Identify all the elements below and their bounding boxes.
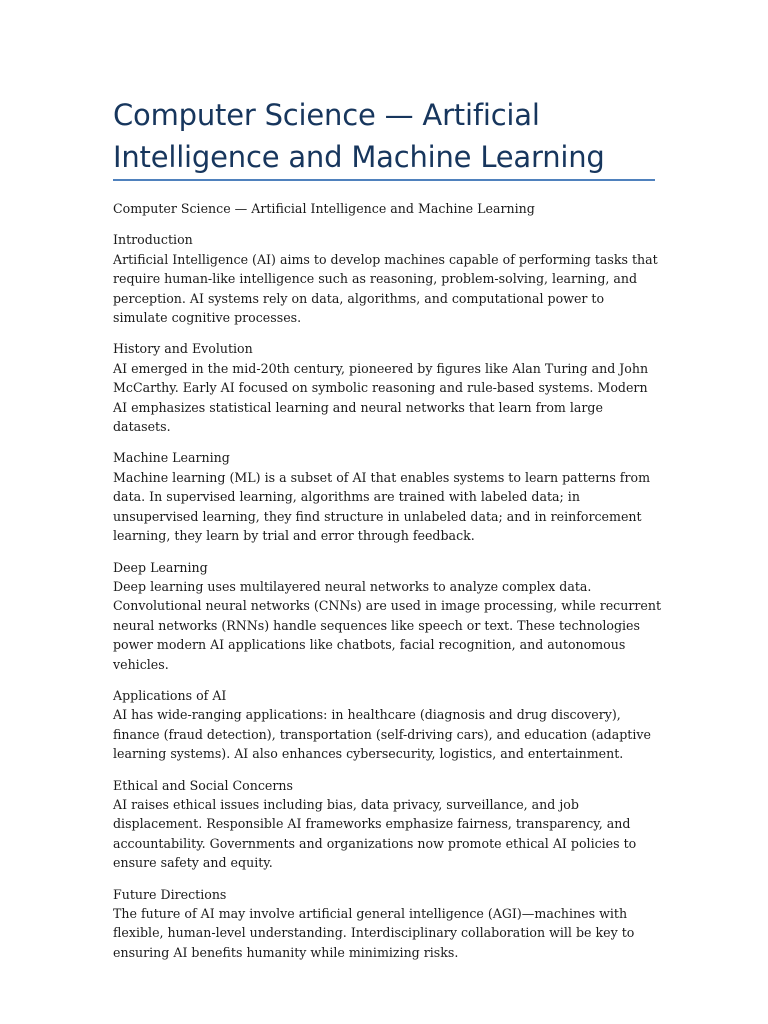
section-heading: History and Evolution (113, 341, 253, 357)
section-machine-learning (113, 448, 661, 545)
section-text: AI raises ethical issues including bias, data privacy, surveillance, and job displacement. Responsible AI frameworks emphasize fairness, transparency, and accountability. Governments and organizations now promote ethical AI policies to ensure safety and equity. (113, 796, 637, 871)
section-heading: Applications of AI (113, 687, 227, 703)
section-text: AI has wide-ranging applications: in healthcare (diagnosis and drug discovery), finance (fraud detection), transportation (self-driving cars), and education (adaptive learning systems). AI also enhances cybersecurity, logistics, and entertainment. (113, 707, 651, 762)
section-text: Artificial Intelligence (AI) aims to develop machines capable of performing tasks that require human-like intelligence such as reasoning, problem-solving, learning, and perception. AI systems rely on data, algorithms, and computational power to simulate cognitive processes. (113, 251, 658, 326)
section-text: Deep learning uses multilayered neural networks to analyze complex data. Convolutional neural networks (CNNs) are used in image processing, while recurrent neural networks (RNNs) handle sequences like speech or text. These technologies power modern AI applications like chatbots, facial recognition, and autonomous vehicles. (113, 578, 662, 672)
section-heading: Deep Learning (113, 559, 208, 575)
section-heading: Future Directions (113, 886, 227, 902)
section-introduction (113, 230, 661, 327)
document-title: Computer Science — Artificial Intelligence and Machine Learning (113, 98, 605, 174)
section-heading: Machine Learning (113, 450, 230, 466)
section-applications-of-ai (113, 686, 661, 764)
title-underline-rule (113, 179, 655, 181)
section-text: The future of AI may involve artificial general intelligence (AGI)—machines with flexible, human-level understanding. Interdisciplinary collaboration will be key to ensuring AI benefits humanity while minimizing risks. (113, 906, 635, 960)
section-text: AI emerged in the mid-20th century, pioneered by figures like Alan Turing and John McCarthy. Early AI focused on symbolic reasoning and rule-based systems. Modern AI emphasizes statistical learning and neural networks that learn from large datasets. (113, 360, 649, 435)
section-heading: Ethical and Social Concerns (113, 777, 293, 793)
section-ethical-and-social-concerns (113, 776, 661, 873)
document-lead-line: Computer Science — Artificial Intelligence and Machine Learning (113, 201, 535, 216)
section-deep-learning (113, 558, 661, 674)
document-body (113, 199, 661, 974)
section-text: Machine learning (ML) is a subset of AI that enables systems to learn patterns from data. In supervised learning, algorithms are trained with labeled data; in unsupervised learning, they find structure in unlabeled data; and in reinforcement learning, they learn by trial and error through feedback. (113, 469, 651, 544)
section-heading: Introduction (113, 232, 193, 248)
section-history-and-evolution (113, 339, 661, 436)
section-future-directions (113, 885, 661, 963)
